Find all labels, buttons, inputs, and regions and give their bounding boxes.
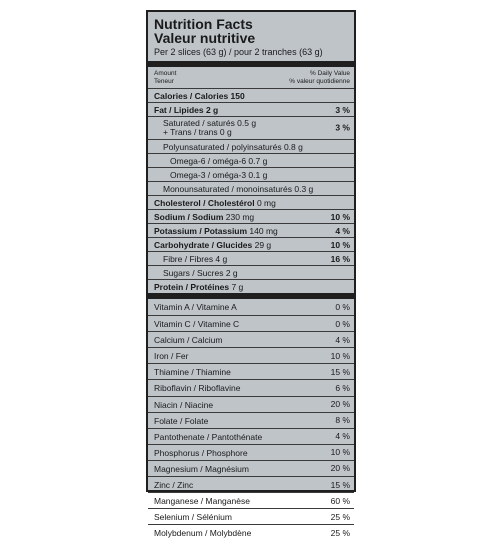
percent-value: 0 % bbox=[335, 318, 350, 329]
percent-value: 15 % bbox=[330, 479, 350, 490]
vitamin-mineral-list bbox=[154, 299, 350, 540]
nutrient-row-fat: Fat / Lipides 2 g 3 % bbox=[148, 102, 354, 116]
percent-value: 10 % bbox=[330, 350, 350, 361]
nutrient-row-polyunsaturated: Polyunsaturated / polyinsaturés 0.8 g bbox=[148, 139, 354, 153]
vitamin-label: Vitamin A / Vitamine A bbox=[154, 302, 237, 312]
nutrient-row-omega3: Omega-3 / oméga-3 0.1 g bbox=[148, 167, 354, 181]
vitamin-row bbox=[148, 331, 354, 347]
amount-label-fr: Teneur bbox=[154, 78, 174, 85]
nutrient-row-carbohydrate: Carbohydrate / Glucides 29 g 10 % bbox=[148, 237, 354, 251]
nutrient-row-cholesterol: Cholesterol / Cholestérol 0 mg bbox=[148, 195, 354, 209]
vitamin-label: Molybdenum / Molybdène bbox=[154, 528, 252, 539]
vitamin-row bbox=[148, 524, 354, 540]
vitamin-row bbox=[148, 492, 354, 508]
vitamin-label: Magnesium / Magnésium bbox=[154, 463, 249, 474]
percent-value: 10 % bbox=[330, 239, 350, 250]
vitamin-row bbox=[148, 363, 354, 379]
title-english: Nutrition Facts bbox=[154, 16, 253, 32]
vitamin-row bbox=[148, 460, 354, 476]
nutrient-row-saturated-trans: Saturated / saturés 0.5 g + Trans / trans 0 g 3 % bbox=[148, 116, 354, 139]
vitamin-row bbox=[148, 379, 354, 395]
percent-value: 3 % bbox=[335, 122, 350, 133]
percent-value: 3 % bbox=[335, 104, 350, 115]
percent-value: 4 % bbox=[335, 334, 350, 345]
nutrient-row-monounsaturated: Monounsaturated / monoinsaturés 0.3 g bbox=[148, 181, 354, 195]
percent-value: 16 % bbox=[330, 253, 350, 264]
nutrient-row-fibre: Fibre / Fibres 4 g 16 % bbox=[148, 251, 354, 265]
nutrient-row-sodium: Sodium / Sodium 230 mg 10 % bbox=[148, 209, 354, 223]
nutrient-row-potassium: Potassium / Potassium 140 mg 4 % bbox=[148, 223, 354, 237]
vitamin-label: Riboflavin / Riboflavine bbox=[154, 383, 241, 394]
vitamin-label: Folate / Folate bbox=[154, 415, 209, 426]
vitamin-row bbox=[148, 396, 354, 412]
percent-value: 10 % bbox=[330, 447, 350, 458]
vitamin-label: Zinc / Zinc bbox=[154, 480, 194, 491]
amount-label-en: Amount bbox=[154, 70, 177, 77]
percent-value: 6 % bbox=[335, 383, 350, 394]
percent-value: 15 % bbox=[330, 366, 350, 377]
vitamin-row bbox=[148, 508, 354, 524]
percent-value: 25 % bbox=[330, 511, 350, 522]
percent-value: 20 % bbox=[330, 463, 350, 474]
serving-size: Per 2 slices (63 g) / pour 2 tranches (63 g) bbox=[154, 47, 323, 57]
vitamin-label: Manganese / Manganèse bbox=[154, 496, 250, 507]
vitamin-row bbox=[148, 315, 354, 331]
daily-value-label-en: % Daily Value bbox=[310, 70, 350, 77]
vitamin-row bbox=[148, 428, 354, 444]
vitamin-label: Selenium / Sélénium bbox=[154, 512, 232, 523]
vitamin-row bbox=[148, 444, 354, 460]
percent-value: 20 % bbox=[330, 399, 350, 410]
nutrient-row-protein: Protein / Protéines 7 g bbox=[148, 279, 354, 293]
nutrient-row-sugars: Sugars / Sucres 2 g bbox=[148, 265, 354, 279]
vitamin-row bbox=[148, 347, 354, 363]
vitamin-label: Pantothenate / Pantothénate bbox=[154, 431, 263, 442]
nutrient-row-omega6: Omega-6 / oméga-6 0.7 g bbox=[148, 153, 354, 167]
percent-value: 4 % bbox=[335, 431, 350, 442]
vitamin-row bbox=[148, 412, 354, 428]
daily-value-label-fr: % valeur quotidienne bbox=[289, 78, 350, 85]
vitamin-label: Phosphorus / Phosphore bbox=[154, 447, 248, 458]
vitamin-label: Niacin / Niacine bbox=[154, 399, 214, 410]
percent-value: 10 % bbox=[330, 211, 350, 222]
percent-value: 25 % bbox=[330, 527, 350, 538]
percent-value: 60 % bbox=[330, 495, 350, 506]
title-french: Valeur nutritive bbox=[154, 30, 256, 46]
vitamin-row bbox=[148, 299, 354, 315]
percent-value: 4 % bbox=[335, 225, 350, 236]
nutrition-facts-panel bbox=[146, 10, 356, 539]
vitamin-label: Thiamine / Thiamine bbox=[154, 367, 231, 378]
nutrient-row-calories: Calories / Calories 150 bbox=[148, 88, 354, 102]
amount-header bbox=[154, 67, 350, 88]
vitamin-label: Vitamin C / Vitamine C bbox=[154, 319, 240, 330]
percent-value: 0 % bbox=[335, 302, 350, 313]
vitamin-label: Calcium / Calcium bbox=[154, 335, 223, 346]
percent-value: 8 % bbox=[335, 415, 350, 426]
vitamin-row bbox=[148, 476, 354, 492]
vitamin-label: Iron / Fer bbox=[154, 351, 189, 362]
